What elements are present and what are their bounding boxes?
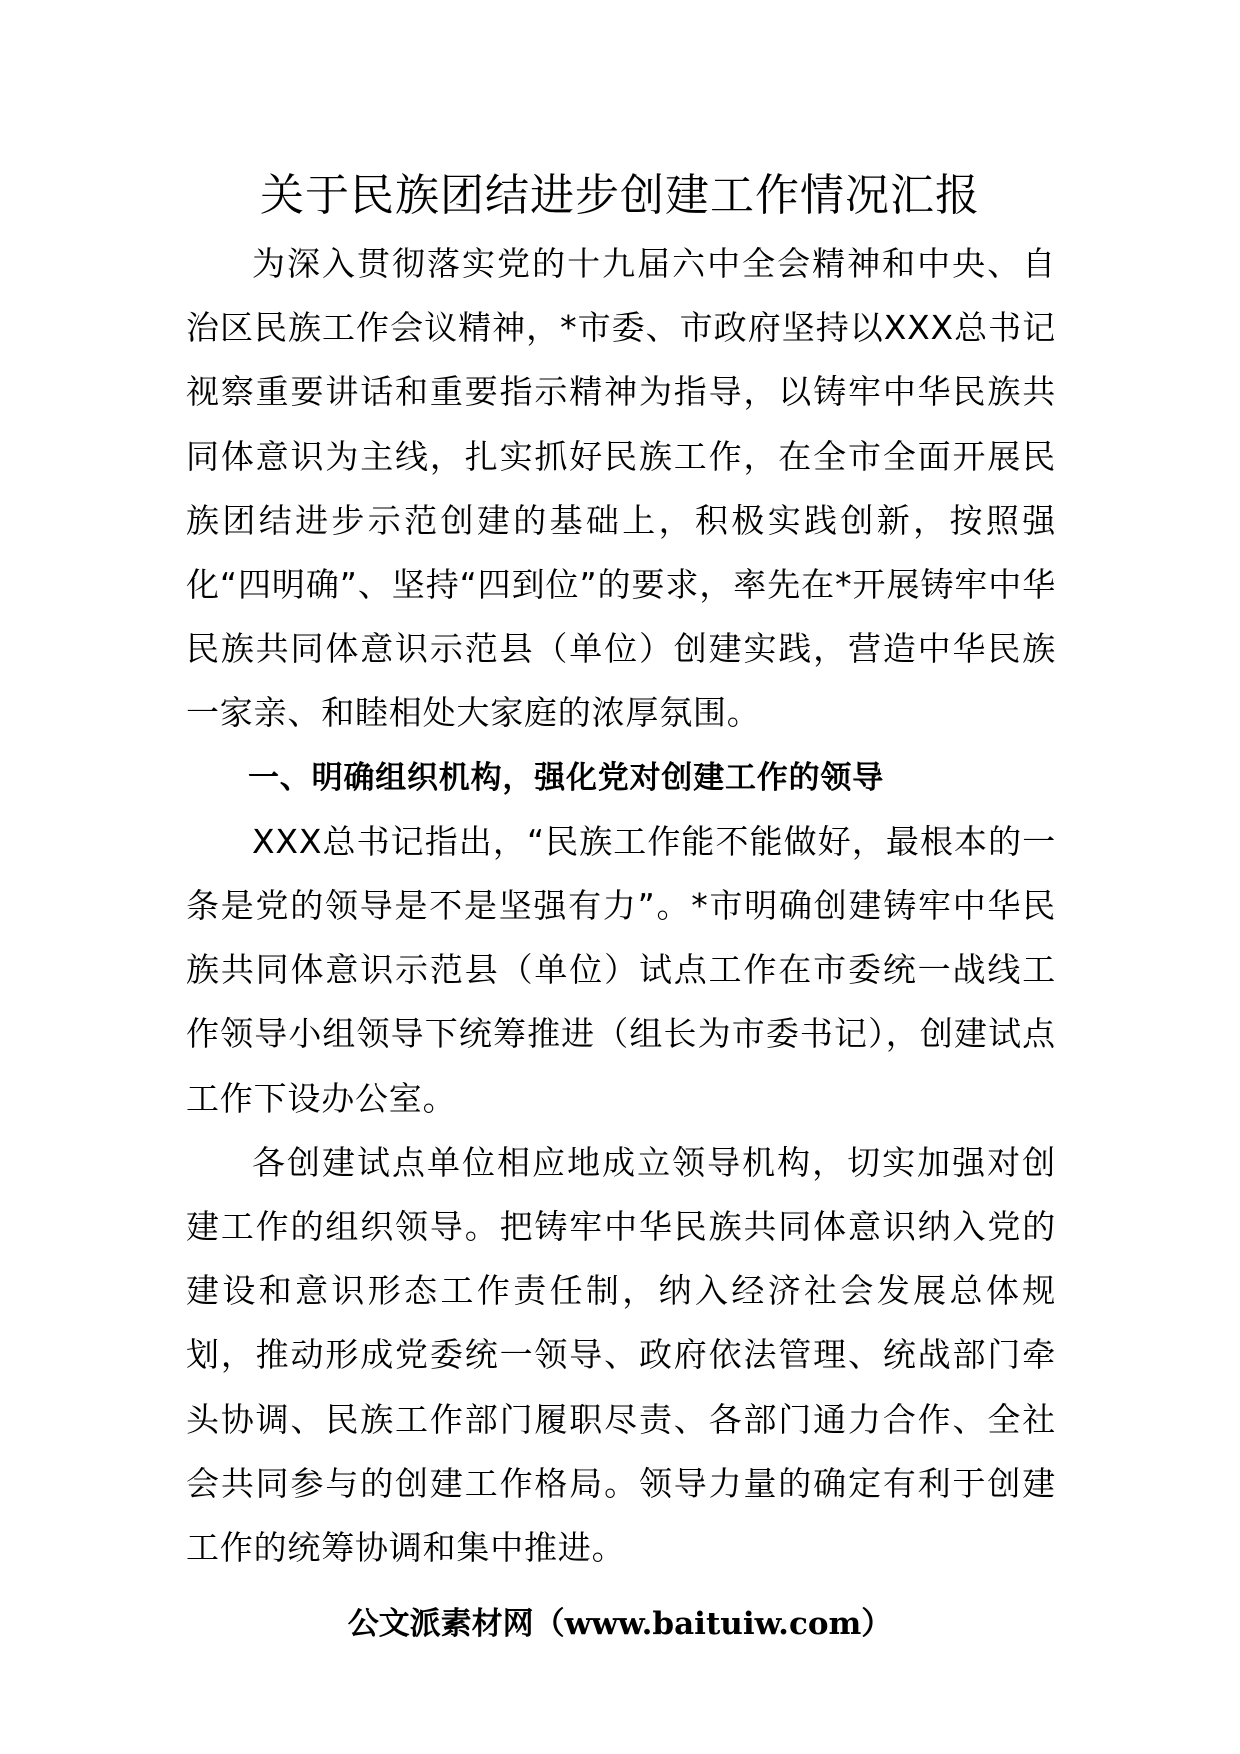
section-heading-1: 一、明确组织机构，强化党对创建工作的领导 [248,759,884,796]
document-title: 关于民族团结进步创建工作情况汇报 [260,170,980,221]
document-body [186,232,1056,1580]
paragraph-intro: 为深入贯彻落实党的十九届六中全会精神和中央、自治区民族工作会议精神，*市委、市政府坚持以XXX总书记视察重要讲话和重要指示精神为指导，以铸牢中华民族共同体意识为主线，扎实抓好民族工作，在全市全面开展民族团结进步示范创建的基础上，积极实践创新，按照强化“四明确”、坚持“四到位”的要求，率先在*开展铸牢中华民族共同体意识示范县（单位）创建实践，营造中华民族一家亲、和睦相处大家庭的浓厚氛围。 [186,244,1056,733]
paragraph-section1-1: XXX总书记指出，“民族工作能不能做好，最根本的一条是党的领导是不是坚强有力”。*市明确创建铸牢中华民族共同体意识示范县（单位）试点工作在市委统一战线工作领导小组领导下统筹推进（组长为市委书记），创建试点工作下设办公室。 [186,821,1056,1118]
footer-watermark: 公文派素材网（www.baituiw.com） [347,1606,893,1642]
paragraph-section1-2: 各创建试点单位相应地成立领导机构，切实加强对创建工作的组织领导。把铸牢中华民族共同体意识纳入党的建设和意识形态工作责任制，纳入经济社会发展总体规划，推动形成党委统一领导、政府依法管理、统战部门牵头协调、民族工作部门履职尽责、各部门通力合作、全社会共同参与的创建工作格局。领导力量的确定有利于创建工作的统筹协调和集中推进。 [186,1142,1056,1568]
